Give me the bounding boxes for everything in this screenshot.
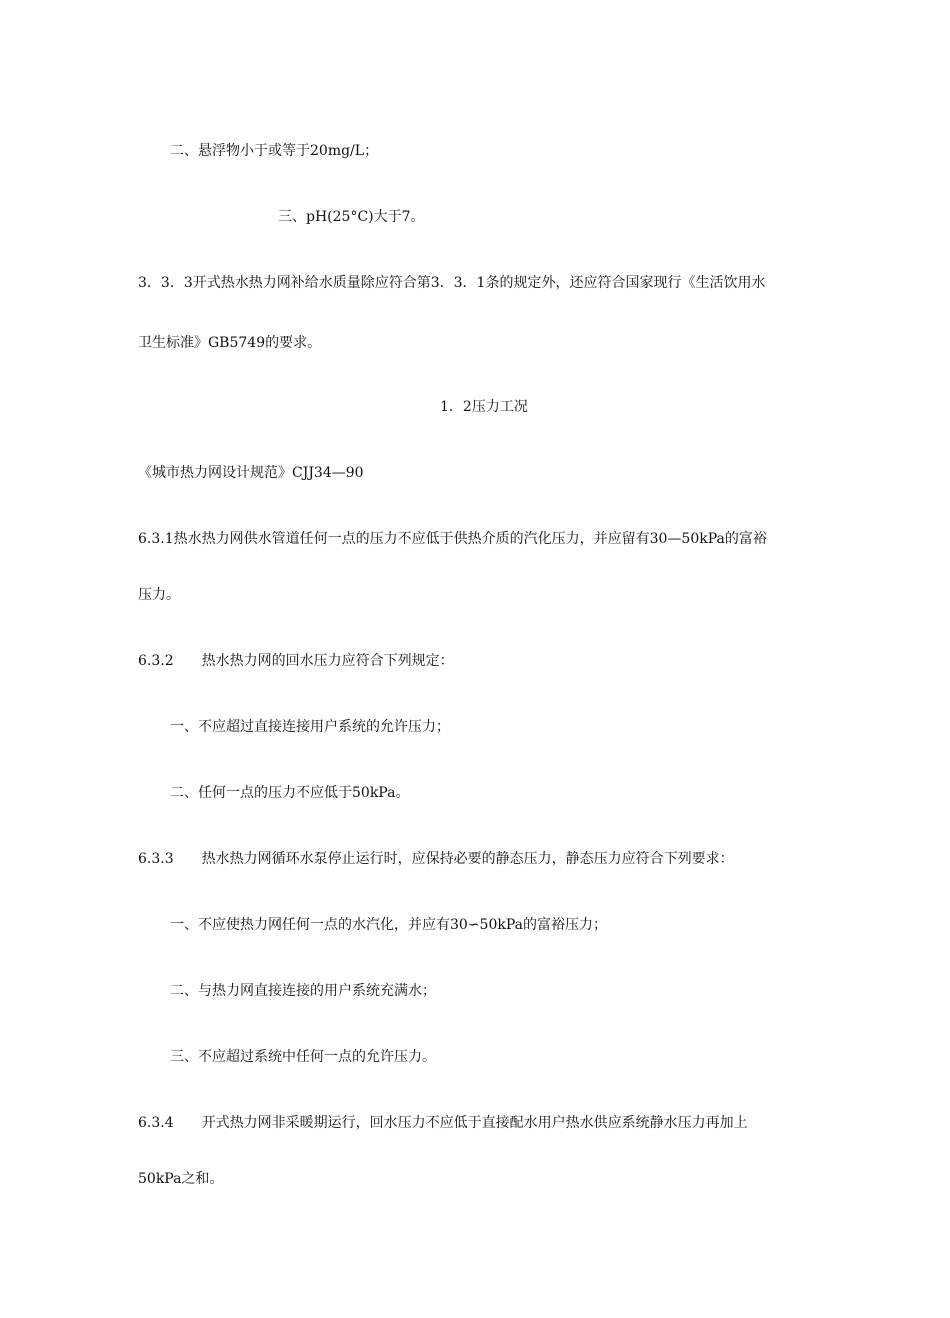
text-line: 二、任何一点的压力不应低于50kPa。 <box>170 785 410 801</box>
clause-number: 6.3.4 <box>138 1115 174 1131</box>
text-line: 一、不应超过直接连接用户系统的允许压力； <box>170 719 450 735</box>
clause-line <box>138 1113 748 1133</box>
clause-line <box>138 651 454 671</box>
clause-text: 热水热力网的回水压力应符合下列规定： <box>201 653 454 669</box>
clause-number: 6.3.3 <box>138 851 174 867</box>
clause-line <box>138 849 734 869</box>
text-line: 卫生标准》GB5749的要求。 <box>138 335 322 351</box>
text-line: 《城市热力网设计规范》CJJ34—90 <box>138 465 364 481</box>
text-line: 三、pH(25°C)大于7。 <box>278 209 425 225</box>
clause-number: 6.3.2 <box>138 653 174 669</box>
text-line: 一、不应使热力网任何一点的水汽化，并应有30∽50kPa的富裕压力； <box>170 917 607 933</box>
text-line: 三、不应超过系统中任何一点的允许压力。 <box>170 1049 436 1065</box>
text-line: 二、与热力网直接连接的用户系统充满水； <box>170 983 436 999</box>
text-line: 压力。 <box>138 587 180 603</box>
clause-text: 热水热力网循环水泵停止运行时，应保持必要的静态压力，静态压力应符合下列要求： <box>201 851 734 867</box>
text-line: 二、悬浮物小于或等于20mg/L； <box>170 143 379 159</box>
text-line: 50kPa之和。 <box>138 1171 224 1187</box>
clause-text: 开式热力网非采暖期运行，回水压力不应低于直接配水用户热水供应系统静水压力再加上 <box>201 1115 748 1131</box>
section-heading: 1．2压力工况 <box>440 399 528 415</box>
text-line: 3．3．3开式热水热力网补给水质量除应符合第3．3．1条的规定外，还应符合国家现行《生活饮用水 <box>138 275 766 291</box>
text-line: 6.3.1热水热力网供水管道任何一点的压力不应低于供热介质的汽化压力，并应留有30—50kPa的富裕 <box>138 531 767 547</box>
